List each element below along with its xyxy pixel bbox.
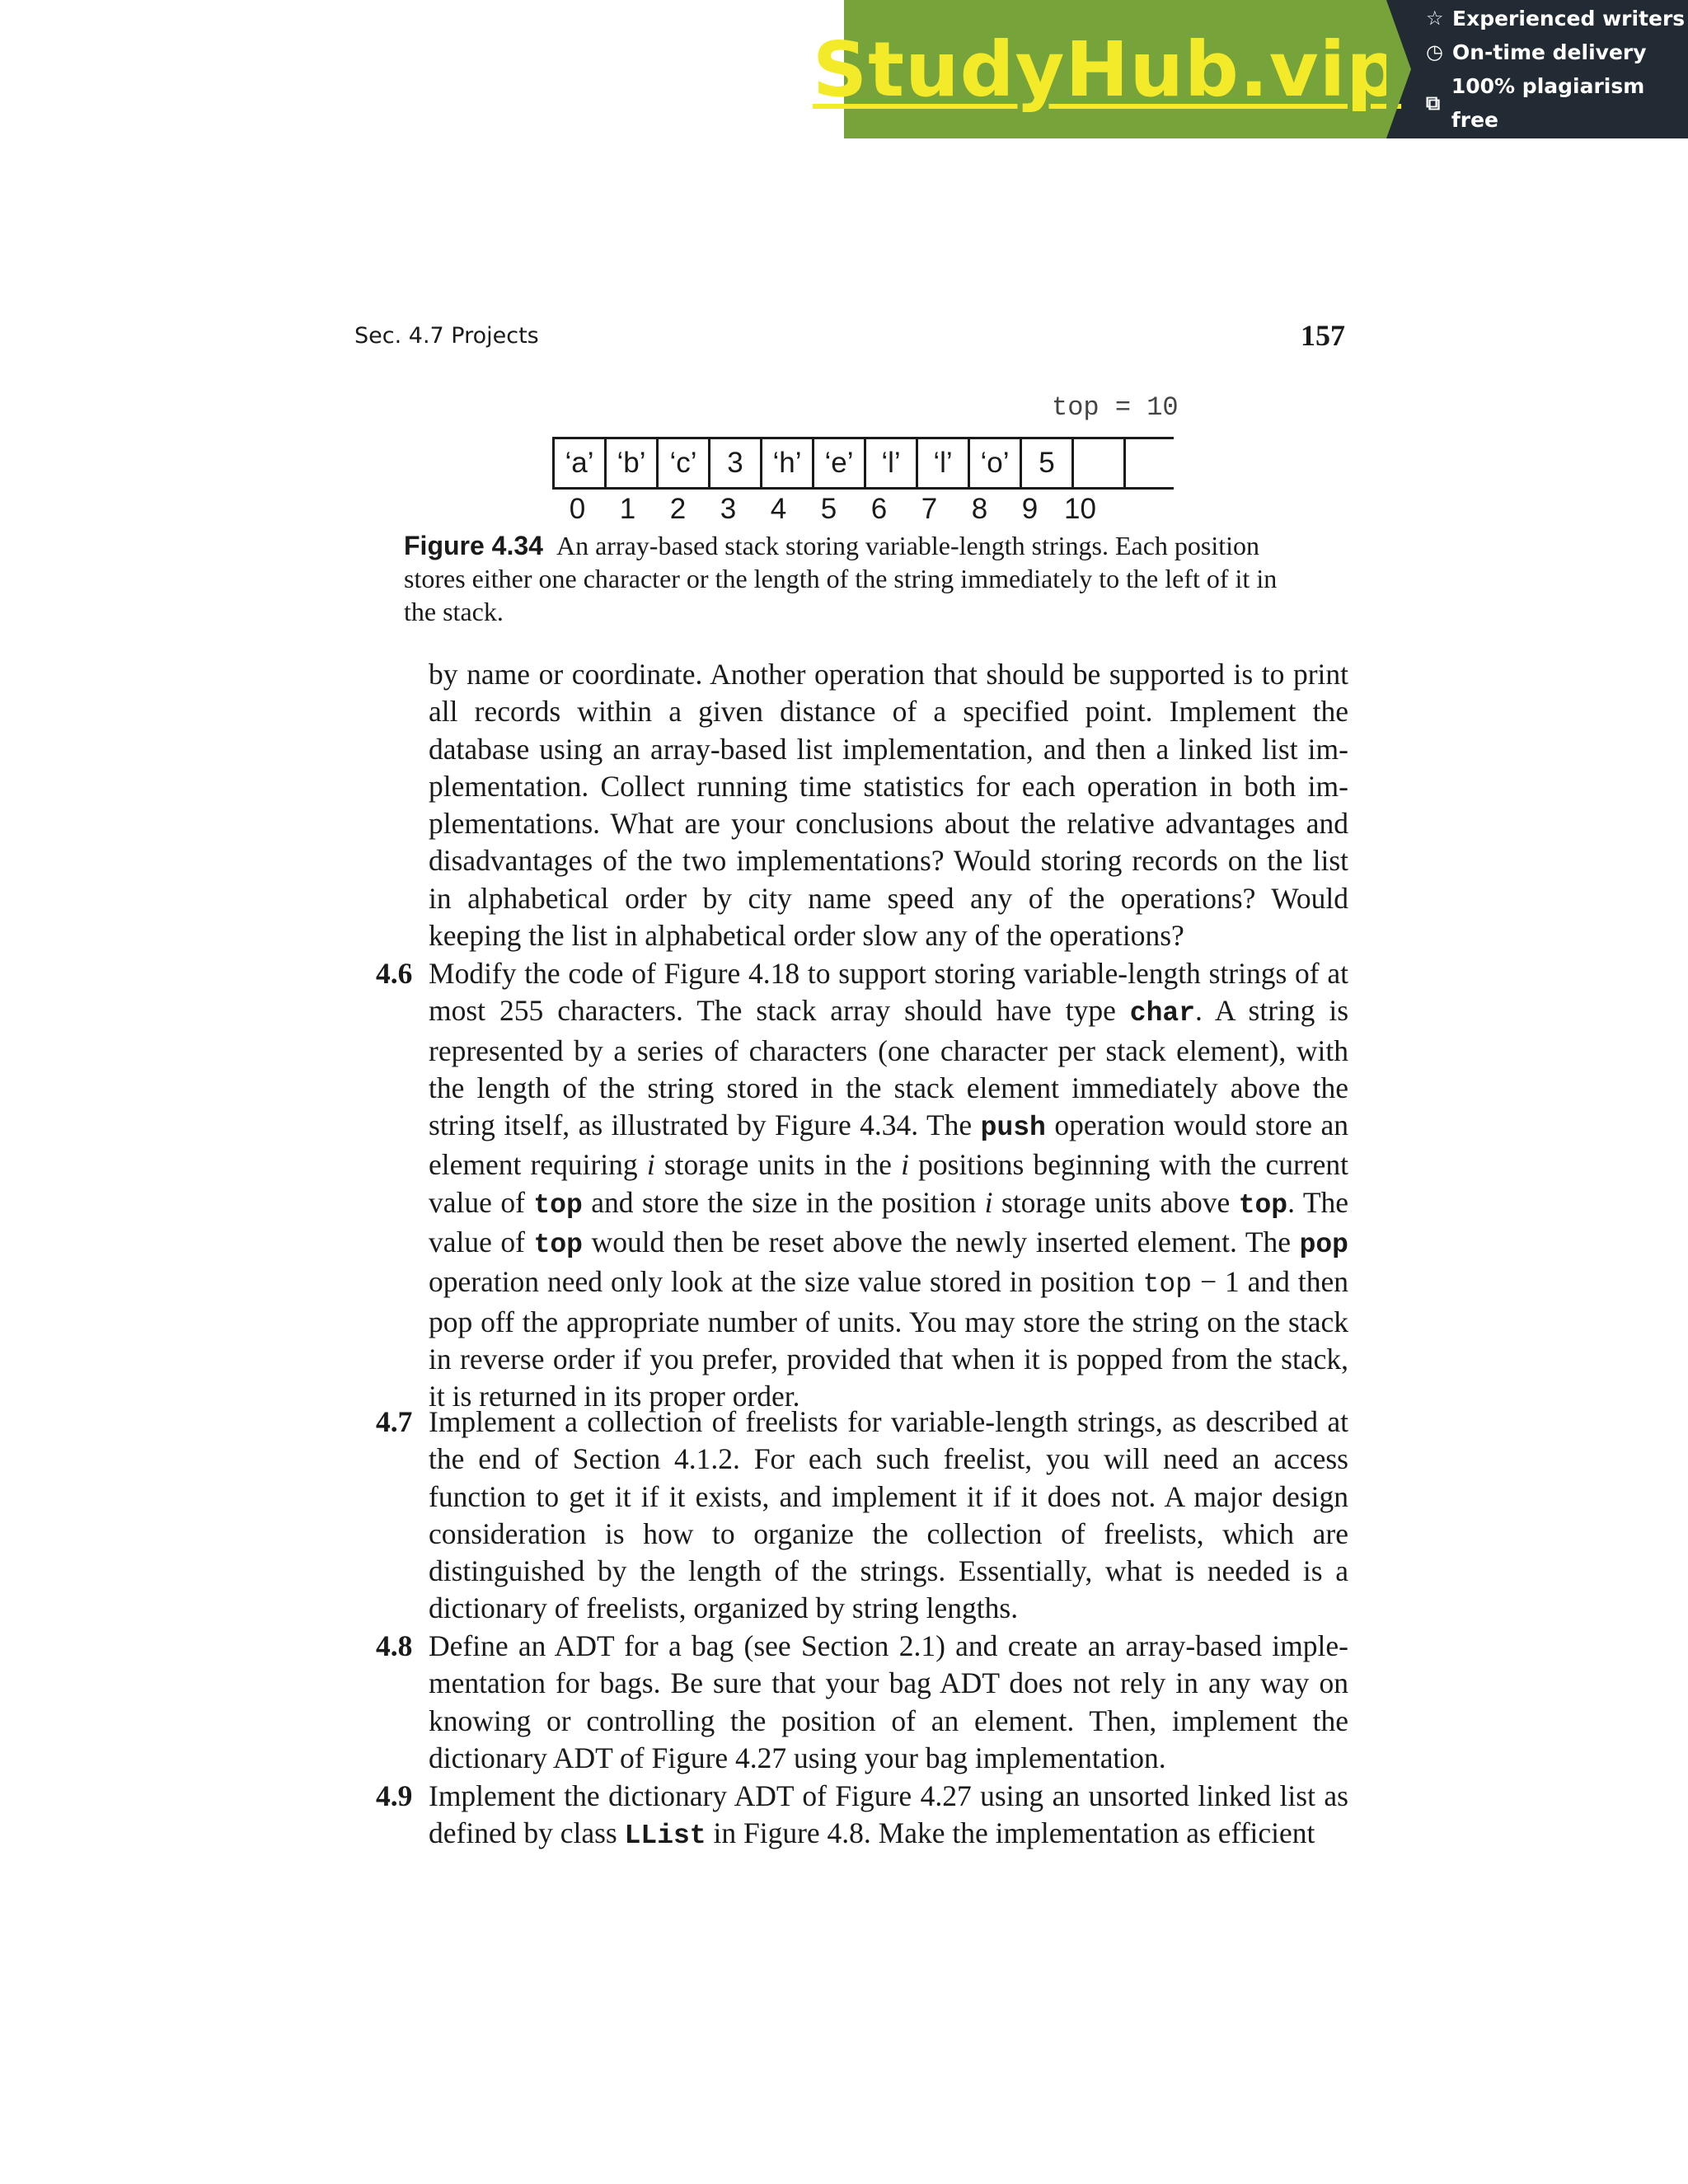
stack-cell: ‘e’ — [812, 437, 864, 490]
stack-cell — [1071, 437, 1123, 490]
code-top: top — [533, 1230, 583, 1261]
figure-caption-text: An array-based stack storing variable-length strings. Each position stores either one character or the length of the string immediately to the left of it in the stack. — [404, 531, 1278, 626]
math-i: i — [984, 1185, 993, 1219]
exercise-4-9 — [376, 1778, 1348, 1855]
feature-on-time-delivery — [1426, 35, 1688, 69]
code-top: top — [1238, 1189, 1288, 1221]
stack-cell: ‘a’ — [552, 437, 604, 490]
stack-index: 8 — [971, 493, 988, 525]
code-pop: pop — [1299, 1230, 1348, 1261]
stack-index-row — [552, 491, 1105, 527]
exercise-number: 4.6 — [376, 957, 413, 990]
stack-index: 5 — [820, 493, 837, 525]
continued-paragraph: by name or coordinate. Another operation that should be supported is to print all records within a given distance of a specified point. Implement the database using an array-based list implementation, and then a linked list implementation. Collect running time statistics for each operation in both implementations. What are your conclusions about the relative advantages and disadvantages of the two implementations? Would storing records on the list in alphabetical order by city name speed any of the operations? Would keeping the list in alphabetical order slow any of the operations? — [429, 658, 1348, 953]
stack-index: 4 — [770, 493, 787, 525]
stack-cell: ‘c’ — [656, 437, 708, 490]
top-pointer-label: top = 10 — [1052, 392, 1179, 423]
stack-index: 1 — [619, 493, 636, 525]
code-top: top — [533, 1189, 583, 1221]
stack-index: 9 — [1021, 493, 1039, 525]
banner-features — [1386, 0, 1688, 138]
stack-index: 3 — [720, 493, 737, 525]
stack-index: 10 — [1064, 493, 1096, 525]
stack-cell: ‘o’ — [968, 437, 1020, 490]
stack-index: 0 — [569, 493, 586, 525]
running-head: Sec. 4.7 Projects — [354, 323, 539, 349]
exercise-text: Implement the dictionary ADT of Figure 4.27 using an unsorted linked list as defined by class LList in Figure 4.8. Make the implementation as efficient — [429, 1779, 1348, 1852]
code-top-plain: top — [1142, 1269, 1193, 1301]
studyhub-logo[interactable]: StudyHub.vip — [812, 25, 1402, 114]
code-llist: LList — [624, 1821, 706, 1852]
exercise-4-6 — [376, 955, 1348, 1416]
banner-arrow-shape — [1386, 0, 1411, 138]
feature-plagiarism-free — [1426, 69, 1688, 137]
stack-cell: ‘l’ — [916, 437, 968, 490]
figure-label: Figure 4.34 — [404, 531, 543, 560]
exercise-number: 4.7 — [376, 1405, 413, 1438]
feature-label: On-time delivery — [1452, 40, 1647, 64]
exercise-text: Define an ADT for a bag (see Section 2.1) and create an array-based implementation for bags. Be sure that your bag ADT does not rely in any way on knowing or controlling the position of an element. Then, implement the dictionary ADT of Figure 4.27 using your bag implementation. — [429, 1629, 1348, 1774]
code-char: char — [1129, 998, 1196, 1029]
math-i: i — [901, 1148, 909, 1182]
exercise-number: 4.8 — [376, 1629, 413, 1662]
copy-icon: ⧉ — [1426, 91, 1441, 115]
stack-array — [552, 437, 1174, 488]
stack-cell: 3 — [708, 437, 760, 490]
page-number: 157 — [1301, 319, 1345, 352]
stack-cell: ‘b’ — [604, 437, 656, 490]
stack-index: 6 — [870, 493, 888, 525]
math-i: i — [646, 1148, 655, 1182]
stack-cell: 5 — [1020, 437, 1071, 490]
code-push: push — [980, 1113, 1046, 1144]
exercise-4-8 — [376, 1628, 1348, 1777]
feature-label: 100% plagiarism free — [1451, 74, 1645, 132]
figure-caption — [404, 529, 1302, 628]
stack-index: 2 — [669, 493, 687, 525]
banner-logo-area[interactable] — [812, 0, 1402, 138]
feature-experienced-writers — [1426, 2, 1688, 35]
stack-cell: ‘l’ — [864, 437, 916, 490]
stack-cell: ‘h’ — [760, 437, 812, 490]
stack-cell — [1123, 437, 1174, 490]
exercise-number: 4.9 — [376, 1779, 413, 1812]
star-icon: ☆ — [1426, 7, 1444, 30]
studyhub-banner[interactable] — [812, 0, 1688, 138]
feature-label: Experienced writers — [1452, 7, 1686, 30]
exercise-text: Implement a collection of freelists for variable-length strings, as described at the end of Section 4.1.2. For each such freelist, you will need an access function to get it if it exists, and implement it if it does not. A major design consideration is how to organize the collection of freelists, which are distinguished by the length of the strings. Essentially, what is needed is a dictionary of freelists, organized by string lengths. — [429, 1405, 1348, 1625]
exercise-text: Modify the code of Figure 4.18 to support storing variable-length strings of at most 255 characters. The stack array should have type char. A string is represented by a series of characters (one character per stack element), with the length of the string stored in the stack element immediately above the string itself, as illustrated by Figure 4.34. The push operation would store an element requiring i storage units in the i positions beginning with the current value of top and store the size in the position i storage units above top. The value of top would then be reset above the newly inserted element. The pop operation need only look at the size value stored in position top − 1 and then pop off the appropriate number of units. You may store the string on the stack in reverse order if you prefer, provided that when it is popped from the stack, it is returned in its proper order. — [429, 957, 1349, 1413]
exercise-4-7 — [376, 1404, 1348, 1628]
clock-icon: ◷ — [1426, 40, 1443, 63]
stack-index: 7 — [921, 493, 938, 525]
